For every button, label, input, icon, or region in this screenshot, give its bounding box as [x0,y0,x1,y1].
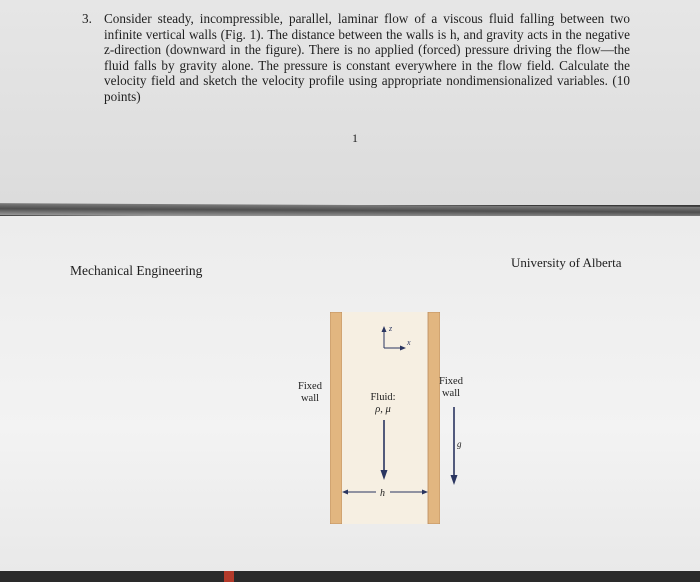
right-wall-label-line2: wall [441,388,461,399]
left-wall-label-line2: wall [300,393,320,404]
gravity-label: g [457,439,462,449]
red-object [224,571,234,582]
x-axis-label: x [407,338,411,347]
fluid-label [360,392,406,416]
question-number: 3. [82,11,92,26]
page-number: 1 [352,131,358,145]
right-wall-label-line1: Fixed [439,376,463,387]
z-axis-label: z [389,324,393,333]
fluid-label-text: Fluid: [370,392,396,403]
footer-university: University of Alberta [511,255,622,270]
left-wall-label [292,381,328,405]
left-wall-label-line1: Fixed [298,381,322,392]
left-wall [330,312,342,524]
footer-department: Mechanical Engineering [70,263,203,278]
right-wall-label [433,376,469,400]
question-block [82,11,630,105]
gravity-arrow [444,405,464,489]
gap-label: h [380,488,385,499]
fluid-wall-figure [330,312,440,524]
fluid-properties: ρ, μ [375,404,391,415]
right-wall [428,312,440,524]
question-text: Consider steady, incompressible, parallel, laminar flow of a viscous fluid falling between two infinite vertical walls (Fig. 1). The distance between the walls is h, and gravity acts in the negative z-direction (downward in the figure). There is no applied (forced) pressure driving the flow—the fluid falls by gravity alone. The pressure is constant everywhere in the flow field. Calculate the velocity field and sketch the velocity profile using appropriate nondimensionalized variables. (10 points) [104,11,630,104]
desk-edge [0,571,700,582]
gravity-arrow-head [451,475,458,485]
